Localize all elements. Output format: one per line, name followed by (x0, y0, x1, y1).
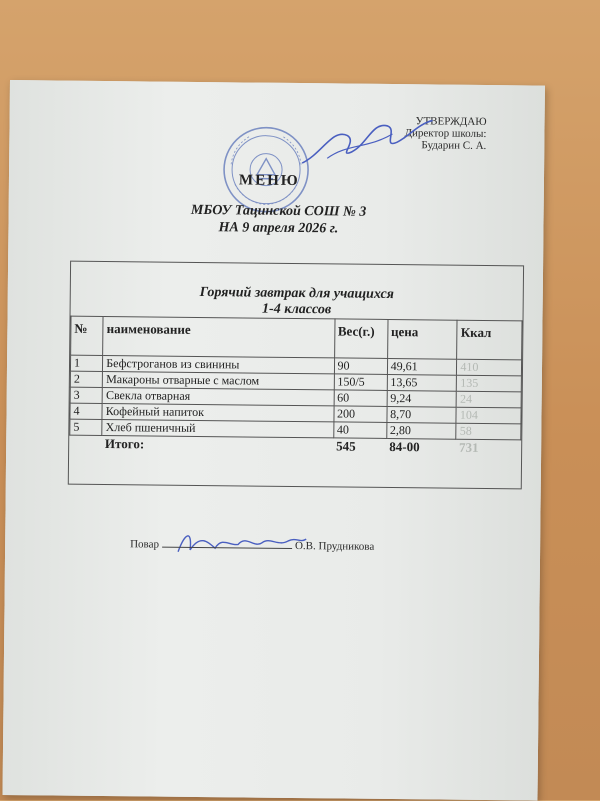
dish-kcal: 104 (456, 407, 521, 424)
dish-kcal: 58 (456, 423, 521, 440)
col-name-header: наименование (103, 316, 335, 357)
director-signature (297, 113, 438, 174)
total-label: Итого: (104, 436, 145, 452)
school-name: МБОУ Тацинской СОШ № 3 (190, 202, 367, 220)
dish-weight: 150/5 (334, 374, 387, 391)
dish-name: Бефстроганов из свинины (103, 355, 334, 373)
cook-label: Повар (130, 538, 160, 551)
dish-weight: 200 (333, 406, 386, 423)
approval-title: УТВЕРЖДАЮ (415, 115, 487, 128)
approval-position: Директор школы: (404, 127, 487, 140)
col-kcal-header: Ккал (457, 320, 522, 360)
dish-weight: 60 (334, 390, 387, 407)
meal-title-line1: Горячий завтрак для учащихся (199, 284, 395, 303)
meal-title-line2: 1-4 классов (262, 301, 332, 318)
dish-name: Хлеб пшеничный (102, 419, 333, 437)
dish-price: 9,24 (387, 390, 457, 407)
dish-name: Кофейный напиток (102, 403, 333, 421)
menu-table (69, 316, 522, 457)
dish-kcal: 135 (457, 375, 522, 392)
col-price-header: цена (387, 319, 457, 359)
meal-title (71, 284, 523, 321)
row-number: 3 (70, 387, 102, 403)
menu-sheet (3, 80, 545, 801)
table-header-row (71, 316, 522, 360)
approval-name: Бударин С. А. (421, 139, 487, 152)
dish-weight: 40 (333, 422, 386, 439)
dish-price: 2,80 (386, 422, 456, 439)
cook-line (130, 536, 374, 553)
menu-date: НА 9 апреля 2026 г. (218, 220, 339, 237)
dish-weight: 90 (334, 358, 387, 375)
menu-table-box (68, 261, 524, 490)
dish-price: 8,70 (387, 406, 457, 423)
menu-title: МЕНЮ (238, 172, 300, 190)
dish-price: 49,61 (387, 358, 457, 375)
col-weight-header: Вес(г.) (334, 319, 388, 359)
dish-name: Свекла отварная (102, 387, 333, 405)
col-number-header: № (71, 316, 104, 355)
dish-name: Макароны отварные с маслом (103, 371, 334, 389)
total-weight: 545 (336, 438, 356, 454)
row-number: 5 (70, 419, 102, 435)
row-number: 1 (70, 355, 102, 371)
cook-signature-line (162, 537, 292, 549)
school-heading (168, 202, 388, 238)
cook-name: О.В. Прудникова (294, 540, 375, 553)
dish-kcal: 410 (457, 359, 522, 376)
row-number: 4 (70, 403, 102, 419)
dish-price: 13,65 (387, 374, 457, 391)
total-kcal: 731 (458, 439, 479, 455)
total-price: 84-00 (389, 438, 420, 455)
total-spacer (70, 435, 102, 452)
row-number: 2 (70, 371, 102, 387)
dish-kcal: 24 (456, 391, 521, 408)
total-row (70, 435, 521, 456)
